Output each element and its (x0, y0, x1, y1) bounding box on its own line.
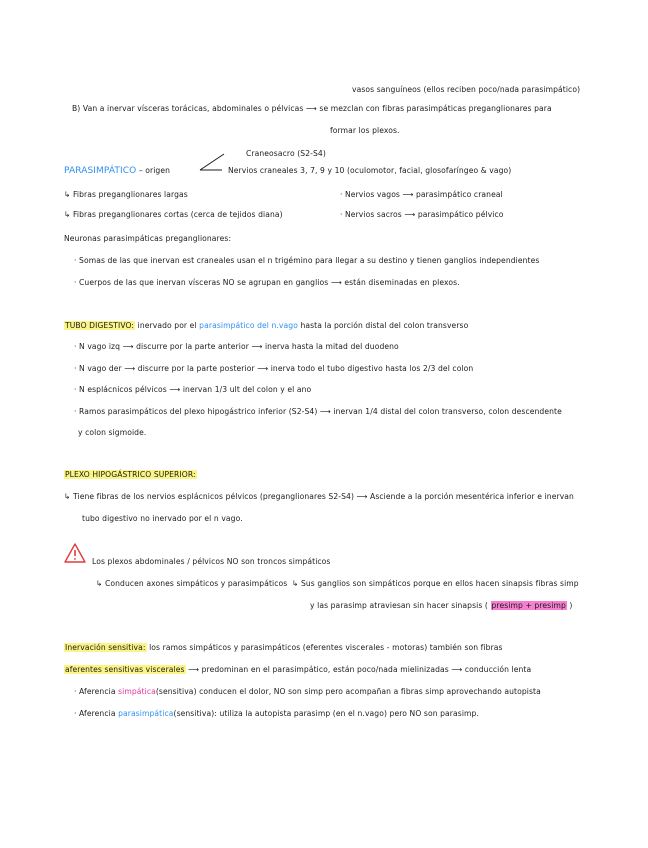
tubo-text-b: hasta la porción distal del colon transverso (300, 321, 469, 330)
tubo-highlight: parasimpático del n.vago (199, 321, 298, 330)
tubo-item: · N vago izq ⟶ discurre por la parte anterior ⟶ inerva hasta la mitad del duodeno (74, 342, 399, 351)
tubo-item: · N esplácnicos pélvicos ⟶ inervan 1/3 ult del colon y el ano (74, 385, 312, 394)
fibras-cortas: ↳ Fibras preganglionares cortas (cerca de tejidos diana) (64, 210, 283, 219)
simpatica-word: simpática (118, 687, 156, 696)
warning-line-4a: y las parasimp atraviesan sin hacer sinapsis ( (310, 601, 488, 610)
somas-line: · Somas de las que inervan est craneales usan el n trigémino para llegar a su destino y tienen ganglios independientes (74, 256, 540, 265)
tubo-item: · N vago der ⟶ discurre por la parte posterior ⟶ inerva todo el tubo digestivo hasta los 2/3 del colon (74, 364, 474, 373)
craneosacro-label: Craneosacro (S2-S4) (246, 149, 326, 158)
nervios-vagos: · Nervios vagos ⟶ parasimpático craneal (340, 190, 503, 199)
tubo-item: · Ramos parasimpáticos del plexo hipogástrico inferior (S2-S4) ⟶ inervan 1/4 distal del colon transverso, colon descendente (74, 407, 562, 416)
parasimpatico-heading-row (64, 165, 170, 177)
warning-line-1: Los plexos abdominales / pélvicos NO son troncos simpáticos (92, 557, 331, 566)
aferencia-parasimpatica (74, 708, 479, 719)
aferencia-simpatica (74, 686, 541, 697)
top-line-plexos: formar los plexos. (330, 126, 400, 135)
parasimpatica-word: parasimpática (118, 709, 174, 718)
top-line-b: B) Van a inervar vísceras torácicas, abdominales o pélvicas ⟶ se mezclan con fibras parasimpáticas preganglionares para (72, 104, 552, 113)
presimp-highlight: presimp + presimp (491, 601, 566, 610)
warning-line-4 (310, 600, 572, 611)
aferencia-simpatica-text: (sensitiva) conducen el dolor, NO son simp pero acompañan a fibras simp aprovechando autopista (155, 687, 541, 696)
inervacion-row-1 (64, 642, 503, 653)
aferencia-simpatica-prefix: · Aferencia (74, 687, 116, 696)
aferencia-parasimpatica-text: (sensitiva): utiliza la autopista parasimp (en el n.vago) pero NO son parasimp. (173, 709, 479, 718)
aferentes-label: aferentes sensitivas viscerales (65, 665, 185, 674)
fibras-largas: ↳ Fibras preganglionares largas (64, 190, 188, 199)
inervacion-line-2: ⟶ predominan en el parasimpático, están poco/nada mielinizadas ⟶ conducción lenta (188, 665, 532, 674)
inervacion-line-1: los ramos simpáticos y parasimpáticos (eferentes viscerales - motoras) también son fibras (149, 643, 503, 652)
nervios-craneales: Nervios craneales 3, 7, 9 y 10 (oculomotor, facial, glosofaríngeo & vago) (228, 166, 512, 175)
branch-lines (198, 150, 226, 176)
tubo-label: TUBO DIGESTIVO: (65, 321, 135, 330)
tubo-text-a: inervado por el (137, 321, 197, 330)
plexo-label-row (64, 469, 197, 480)
warning-line-4c: ) (569, 601, 573, 610)
tubo-header (64, 320, 468, 331)
warning-line-3: ↳ Sus ganglios son simpáticos porque en ellos hacen sinapsis fibras simp (292, 579, 579, 588)
plexo-label: PLEXO HIPOGÁSTRICO SUPERIOR: (65, 470, 196, 479)
aferencia-parasimpatica-prefix: · Aferencia (74, 709, 116, 718)
plexo-line-1: ↳ Tiene fibras de los nervios esplácnicos pélvicos (preganglionares S2-S4) ⟶ Asciende a la porción mesentérica inferior e inervan (64, 492, 574, 501)
warning-triangle-icon (64, 543, 86, 563)
warning-line-2: ↳ Conducen axones simpáticos y parasimpáticos (96, 579, 288, 588)
neuronas-title: Neuronas parasimpáticas preganglionares: (64, 234, 232, 243)
top-line-vasos: vasos sanguíneos (ellos reciben poco/nada parasimpático) (352, 85, 581, 94)
inervacion-label: Inervación sensitiva: (65, 643, 146, 652)
plexo-line-2: tubo digestivo no inervado por el n vago. (82, 514, 243, 523)
tubo-item: y colon sigmoide. (78, 428, 147, 437)
nervios-sacros: · Nervios sacros ⟶ parasimpático pélvico (340, 210, 504, 219)
origen-label: – origen (138, 166, 171, 175)
cuerpos-line: · Cuerpos de las que inervan vísceras NO se agrupan en ganglios ⟶ están diseminadas en plexos. (74, 278, 460, 287)
inervacion-row-2 (64, 664, 531, 675)
parasimpatico-heading: PARASIMPÁTICO (64, 166, 137, 176)
